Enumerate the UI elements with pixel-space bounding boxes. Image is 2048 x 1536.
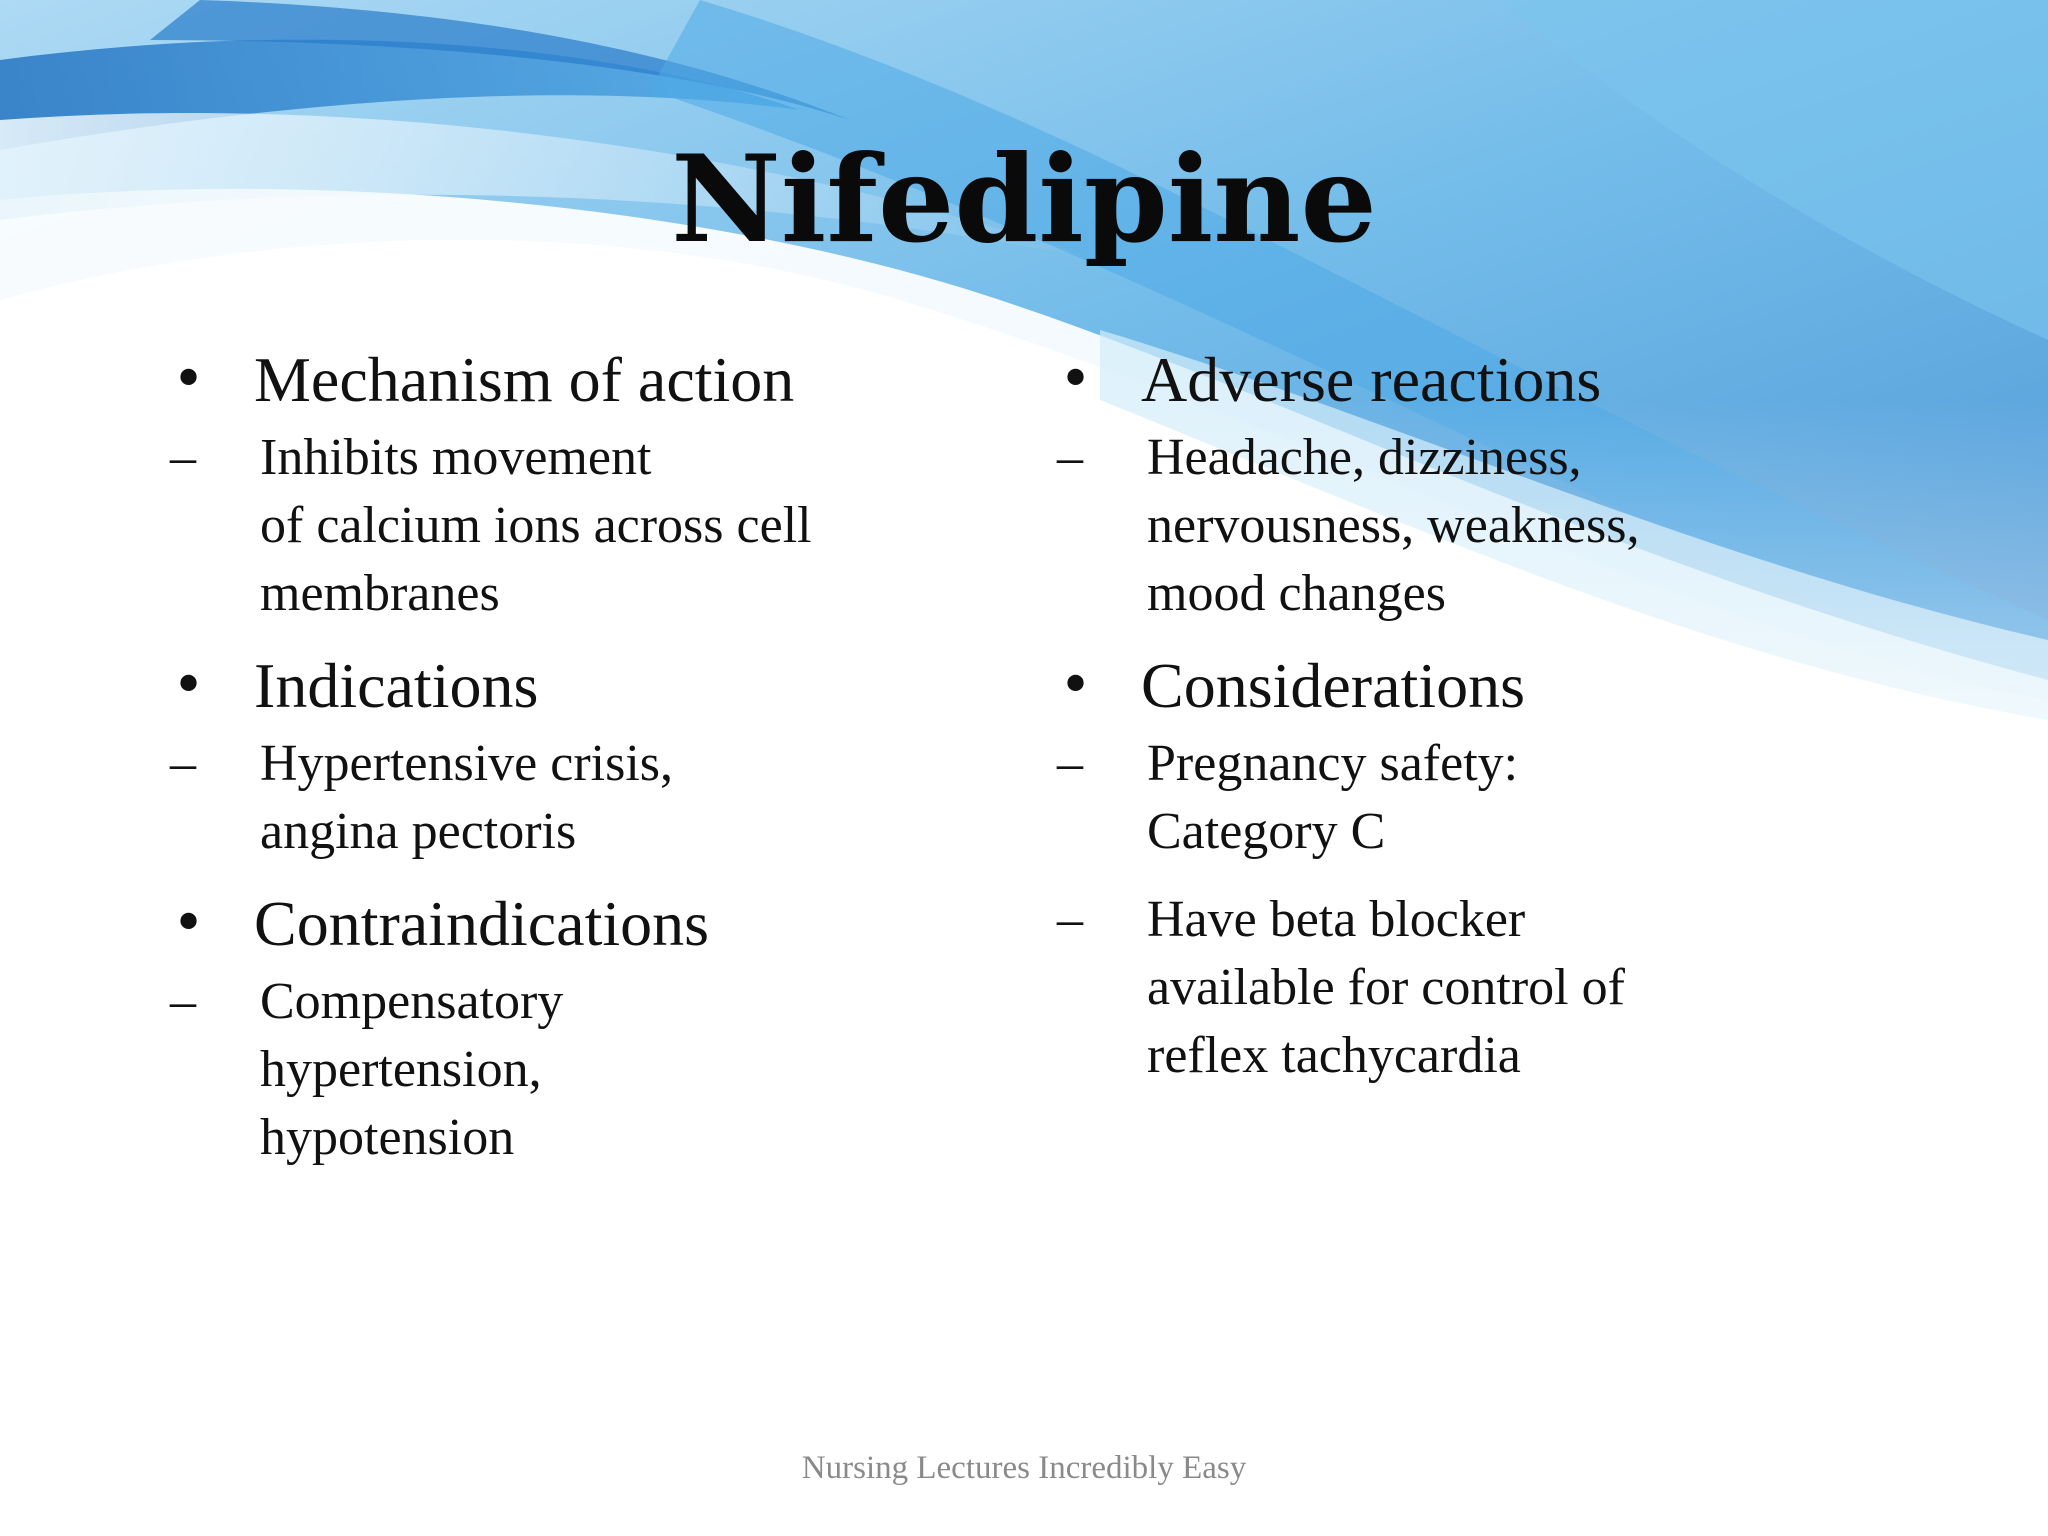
left-column (170, 340, 1010, 1172)
dash-icon: – (1057, 735, 1083, 792)
bullet-heading: Mechanism of action (254, 344, 795, 415)
bullet-dot-icon: • (1059, 347, 1093, 412)
sub-item-line: Category C (1147, 803, 1386, 860)
dash-icon: – (170, 429, 196, 486)
dash-icon: – (170, 973, 196, 1030)
dash-icon: – (1057, 429, 1083, 486)
bullet-heading: Contraindications (254, 888, 710, 959)
sub-item-line: angina pectoris (260, 803, 577, 860)
sub-item-line: Inhibits movement (260, 429, 652, 486)
sub-item (1057, 424, 1897, 628)
dash-icon: – (170, 735, 196, 792)
sub-item-line: Hypertensive crisis, (260, 735, 674, 792)
sub-item-line: nervousness, weakness, (1147, 497, 1640, 554)
bullet-dot-icon: • (172, 653, 206, 718)
sub-item-line: membranes (260, 565, 500, 622)
bullet-dot-icon: • (172, 347, 206, 412)
bullet-contraindications (170, 884, 1010, 964)
right-column (1057, 340, 1897, 1090)
sub-item-line: of calcium ions across cell (260, 497, 812, 554)
dash-icon: – (1057, 891, 1083, 948)
sub-item-line: mood changes (1147, 565, 1446, 622)
bullet-mechanism-of-action (170, 340, 1010, 420)
bullet-adverse-reactions (1057, 340, 1897, 420)
slide-title: Nifedipine (671, 129, 1377, 270)
sub-item-line: hypotension (260, 1109, 515, 1166)
sub-item-line: available for control of (1147, 959, 1625, 1016)
sub-item-line: Headache, dizziness, (1147, 429, 1582, 486)
sub-item-line: Pregnancy safety: (1147, 735, 1519, 792)
bullet-heading: Adverse reactions (1141, 344, 1602, 415)
sub-item (170, 730, 1010, 866)
bullet-heading: Indications (254, 650, 539, 721)
bullet-dot-icon: • (1059, 653, 1093, 718)
sub-item-line: hypertension, (260, 1041, 542, 1098)
sub-item-line: reflex tachycardia (1147, 1027, 1521, 1084)
sub-item (170, 424, 1010, 628)
sub-item (1057, 730, 1897, 866)
bullet-considerations (1057, 646, 1897, 726)
bullet-indications (170, 646, 1010, 726)
sub-item (170, 968, 1010, 1172)
bullet-heading: Considerations (1141, 650, 1525, 721)
sub-item-line: Have beta blocker (1147, 891, 1526, 948)
sub-item (1057, 886, 1897, 1090)
bullet-dot-icon: • (172, 891, 206, 956)
footer-text: Nursing Lectures Incredibly Easy (801, 1450, 1247, 1486)
sub-item-line: Compensatory (260, 973, 564, 1030)
